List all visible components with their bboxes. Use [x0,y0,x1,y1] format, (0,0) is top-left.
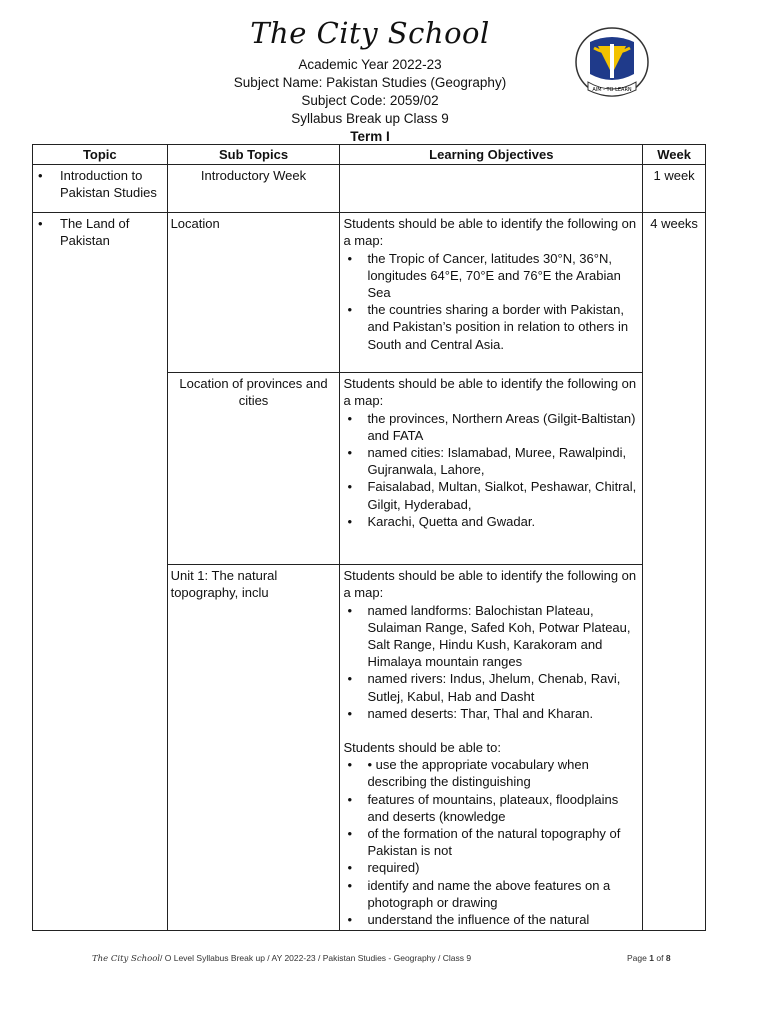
subject-code: Subject Code: 2059/02 [301,93,439,108]
week-cell: 4 weeks [643,213,706,931]
subtopic-cell: Location of provinces and cities [167,373,340,565]
subject-name: Subject Name: Pakistan Studies (Geography) [233,75,507,90]
list-item: • Karachi, Quetta and Gwadar. [343,513,639,530]
topic-cell: • The Land of Pakistan [33,213,168,931]
objectives-cell [340,165,643,213]
topic-text: Introduction to Pakistan Studies [60,168,157,201]
objectives-intro: Students should be able to identify the following on a map: [343,216,637,249]
column-header-subtopics: Sub Topics [167,145,340,165]
document-header [0,56,740,146]
list-item: • the Tropic of Cancer, latitudes 30°N, 36°N, longitudes 64°E, 70°E and 76°E the Arabian Sea [343,250,639,302]
objectives-cell [340,373,643,565]
list-item: • Faisalabad, Multan, Sialkot, Peshawar, Chitral, Gilgit, Hyderabad, [343,478,639,512]
list-item: • named rivers: Indus, Jhelum, Chenab, Ravi, Sutlej, Kabul, Hab and Dasht [343,670,639,704]
list-item: • the countries sharing a border with Pakistan, and Pakistan’s position in relation to others in South and Central Asia. [343,301,639,353]
syllabus-table [32,144,706,931]
objectives-cell [340,565,643,931]
page-footer [92,953,471,964]
list-item: • features of mountains, plateaux, floodplains and deserts (knowledge [343,791,639,825]
objectives-list [343,602,639,722]
list-item: • • use the appropriate vocabulary when describing the distinguishing [343,756,639,790]
list-item: • named deserts: Thar, Thal and Kharan. [343,705,639,722]
objectives-list [343,410,639,530]
footer-text: / O Level Syllabus Break up / AY 2022-23 / Pakistan Studies - Geography / Class 9 [160,953,472,963]
list-item: • named cities: Islamabad, Muree, Rawalpindi, Gujranwala, Lahore, [343,444,639,478]
list-item: • the provinces, Northern Areas (Gilgit-Baltistan) and FATA [343,410,639,444]
objectives-intro: Students should be able to: [343,740,501,756]
academic-year: Academic Year 2022-23 [298,57,442,72]
list-item: • understand the influence of the natural [343,911,639,928]
subtopic-cell: Location [167,213,340,373]
footer-school: The City School [92,954,161,964]
table-row [33,213,706,373]
school-title: The City School [250,16,490,50]
objectives-cell [340,213,643,373]
subtopic-cell: Introductory Week [167,165,340,213]
week-cell: 1 week [643,165,706,213]
objectives-intro: Students should be able to identify the following on a map: [343,376,637,409]
syllabus-class: Syllabus Break up Class 9 [291,111,449,126]
term-label: Term I [350,129,390,144]
objectives-intro: Students should be able to identify the following on a map: [343,568,637,601]
objectives-list [343,756,639,928]
topic-text: The Land of Pakistan [60,216,130,249]
topic-cell: • Introduction to Pakistan Studies [33,165,168,213]
subtopic-cell: Unit 1: The natural topography, inclu [167,565,340,931]
objectives-list [343,250,639,353]
list-item: • named landforms: Balochistan Plateau, Sulaiman Range, Safed Koh, Potwar Plateau, Salt Range, Hindu Kush, Karakoram and Himalaya mountain ranges [343,602,639,671]
table-row [33,165,706,213]
table-header-row [33,145,706,165]
page-number: Page 1 of 8 [627,953,671,963]
column-header-topic: Topic [33,145,168,165]
list-item: • of the formation of the natural topography of Pakistan is not [343,825,639,859]
column-header-week: Week [643,145,706,165]
list-item: • identify and name the above features on a photograph or drawing [343,877,639,911]
logo-motto: AIM - TO LEARN [592,87,632,93]
list-item: • required) [343,859,639,876]
column-header-objectives: Learning Objectives [340,145,643,165]
